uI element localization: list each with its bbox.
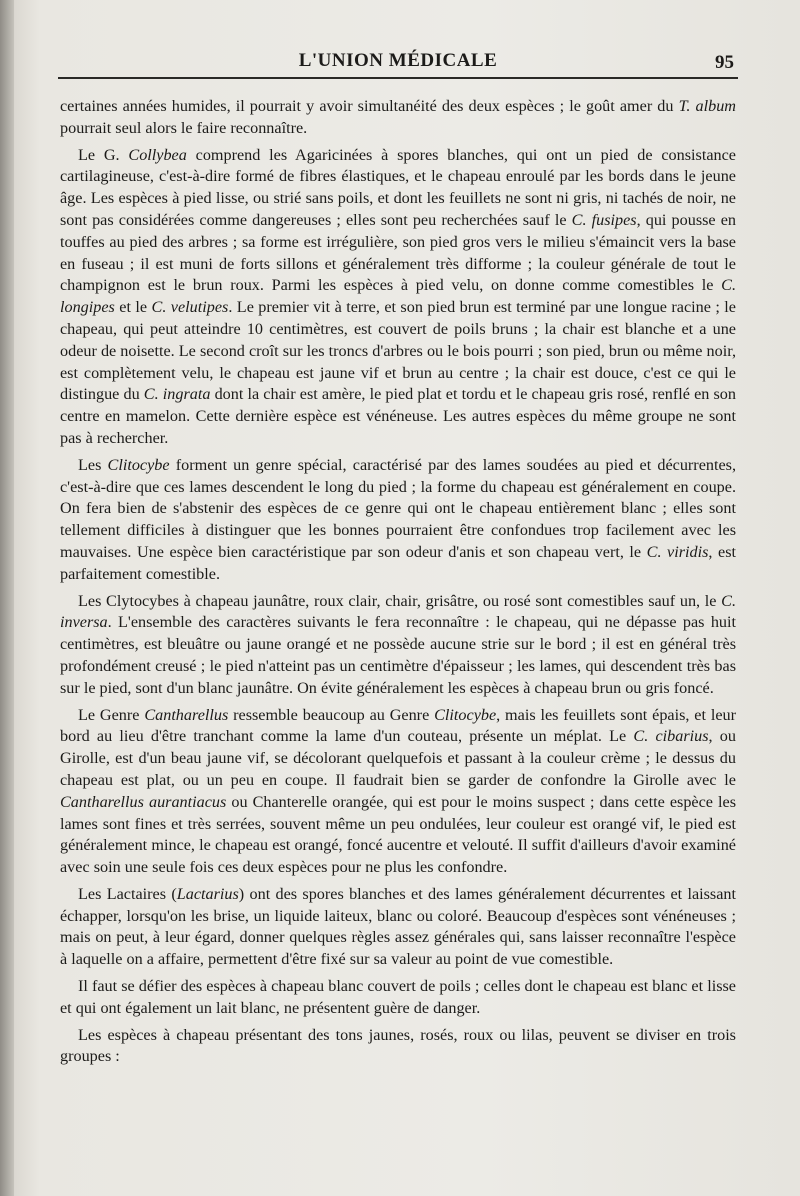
body-paragraph <box>60 96 736 140</box>
body-paragraph <box>60 145 736 450</box>
paragraph-text: Le G. <box>78 145 129 164</box>
paragraph-text: , est parfaitement comestible. <box>60 542 736 583</box>
page-number: 95 <box>715 52 734 73</box>
paragraph-text: et le <box>114 298 152 317</box>
body-paragraph <box>60 705 736 879</box>
paragraph-text: Le Genre <box>78 705 145 724</box>
paragraph-text: Les espèces à chapeau présentant des tons jaunes, rosés, roux ou lilas, peuvent se diviser en trois groupes : <box>60 1025 736 1066</box>
paragraph-text: Les <box>78 455 108 474</box>
italic-taxon-name: C. cibarius <box>633 727 709 746</box>
italic-taxon-name: C. viridis <box>646 542 709 561</box>
paragraph-text: pourrait seul alors le faire reconnaître. <box>60 118 308 137</box>
paragraph-text: certaines années humides, il pourrait y avoir simultanéité des deux espèces ; le goût amer du <box>60 97 679 115</box>
italic-taxon-name: C. velutipes <box>151 298 229 317</box>
body-paragraph <box>60 976 736 1020</box>
paragraph-text: ressemble beaucoup au Genre <box>228 705 435 724</box>
italic-taxon-name: C. fusipes <box>571 210 637 229</box>
paragraph-text: comprend les Agaricinées à spores blanches, qui ont un pied de consistance cartilagineuse, c'est-à-dire formé de fibres élastiques, et le chapeau enroulé par les bords dans le jeune âge. Les espèces à pied lisse, ou strié sans poils, et dont les feuillets ne sont ni gris, ni tachés de noir, ne sont pas considérées comme dangereuses ; elles sont peu recherchées sauf le <box>60 145 736 229</box>
paragraph-text: . L'ensemble des caractères suivants le fera reconnaître : le chapeau, qui ne dépasse pas huit centimètres, est bleuâtre ou jaune orangé et ne possède aucune strie sur le bord ; il est en général très profondément creusé ; le pied n'atteint pas un centimètre d'épaisseur ; les lames, qui descendent très bas sur le pied, sont d'un blanc jaunâtre. On évite généralement les espèces à chapeau brun ou gris foncé. <box>60 613 736 697</box>
body-paragraph <box>60 884 736 971</box>
paragraph-text: Les Lactaires ( <box>78 884 177 903</box>
header-rule <box>58 77 738 79</box>
article-body <box>60 96 736 1073</box>
running-title: L'UNION MÉDICALE <box>298 50 498 71</box>
italic-taxon-name: C. ingrata <box>143 385 211 404</box>
paragraph-text: , qui pousse en touffes au pied des arbres ; sa forme est irrégulière, son pied gros vers le milieu s'émaincit vers la base en fuseau ; il est muni de forts sillons et généralement très difforme ; la couleur générale de tout le champignon est le brun roux. Parmi les espèces à pied velu, on donne comme comestibles le <box>60 210 736 295</box>
italic-taxon-name: Cantharellus <box>144 705 229 724</box>
paragraph-text: ) ont des spores blanches et des lames généralement décurrentes et laissant échapper, lorsqu'on les brise, un liquide laiteux, blanc ou coloré. Beaucoup d'espèces sont vénéneuses ; mais on peut, à leur égard, donner quelques règles assez générales qui, sans laisser reconnaître l'espèce à laquelle on a affaire, permettent d'être fixé sur sa valeur au point de vue comestible. <box>60 884 736 969</box>
italic-taxon-name: Collybea <box>128 145 187 164</box>
paragraph-text: , ou Girolle, est d'un beau jaune vif, se décolorant quelquefois et passant à la couleur crème ; le dessus du chapeau est plat, ou un peu en coupe. Il faudrait bien se garder de confondre la Girolle avec le <box>60 727 736 789</box>
italic-taxon-name: T. album <box>678 97 736 115</box>
italic-taxon-name: C. inversa <box>60 591 736 632</box>
italic-taxon-name: C. longipes <box>60 276 736 317</box>
paragraph-text: Les Clytocybes à chapeau jaunâtre, roux clair, chair, grisâtre, ou rosé sont comestibles sauf un, le <box>78 591 722 610</box>
body-paragraph <box>60 591 736 700</box>
paragraph-text: forment un genre spécial, caractérisé par des lames soudées au pied et décurrentes, c'est-à-dire que ces lames descendent le long du pied ; la forme du chapeau est généralement en coupe. On fera bien de s'abstenir des espèces de ce genre qui ont le chapeau entièrement blanc ; elles sont tellement difficiles à distinguer que les bonnes pourraient être confondues trop facilement avec les mauvaises. Une espèce bien caractéristique par son odeur d'anis et son chapeau vert, le <box>60 455 737 561</box>
italic-taxon-name: Lactarius <box>176 884 239 903</box>
page-binding-shadow <box>0 0 14 1196</box>
page-header <box>58 46 738 80</box>
paragraph-text: , mais les feuillets sont épais, et leur bord au lieu d'être tranchant comme la lame d'un couteau, présente un méplat. Le <box>60 705 737 746</box>
italic-taxon-name: Clitocybe <box>107 455 170 474</box>
paragraph-text: dont la chair est amère, le pied plat et tordu et le chapeau gris rosé, renflé en son centre en mamelon. Cette dernière espèce est vénéneuse. Les autres espèces du même groupe ne sont pas à rechercher. <box>60 385 736 447</box>
italic-taxon-name: Cantharellus aurantiacus <box>60 792 227 811</box>
body-paragraph <box>60 1025 736 1069</box>
paragraph-text: . Le premier vit à terre, et son pied brun est terminé par une longue racine ; le chapeau, qui peut atteindre 10 centimètres, est couvert de poils bruns ; la chair est blanche et a une odeur de noisette. Le second croît sur les troncs d'arbres ou le bois pourri ; son pied, brun ou même noir, est complètement velu, le chapeau est jaune vif et brun au centre ; la chair est douce, c'est ce qui le distingue du <box>60 298 736 404</box>
paragraph-text: ou Chanterelle orangée, qui est pour le moins suspect ; dans cette espèce les lames sont fines et très serrées, souvent même un peu ondulées, leur couleur est orangé vif, le pied est généralement mince, le chapeau est orangé, foncé aucentre et velouté. Il suffit d'ailleurs d'avoir examiné avec soin une seule fois ces deux espèces pour ne plus les confondre. <box>60 792 736 877</box>
body-paragraph <box>60 455 736 586</box>
italic-taxon-name: Clitocybe <box>434 705 497 724</box>
paragraph-text: Il faut se défier des espèces à chapeau blanc couvert de poils ; celles dont le chapeau est blanc et lisse et qui ont également un lait blanc, ne présentent guère de danger. <box>60 977 736 1017</box>
